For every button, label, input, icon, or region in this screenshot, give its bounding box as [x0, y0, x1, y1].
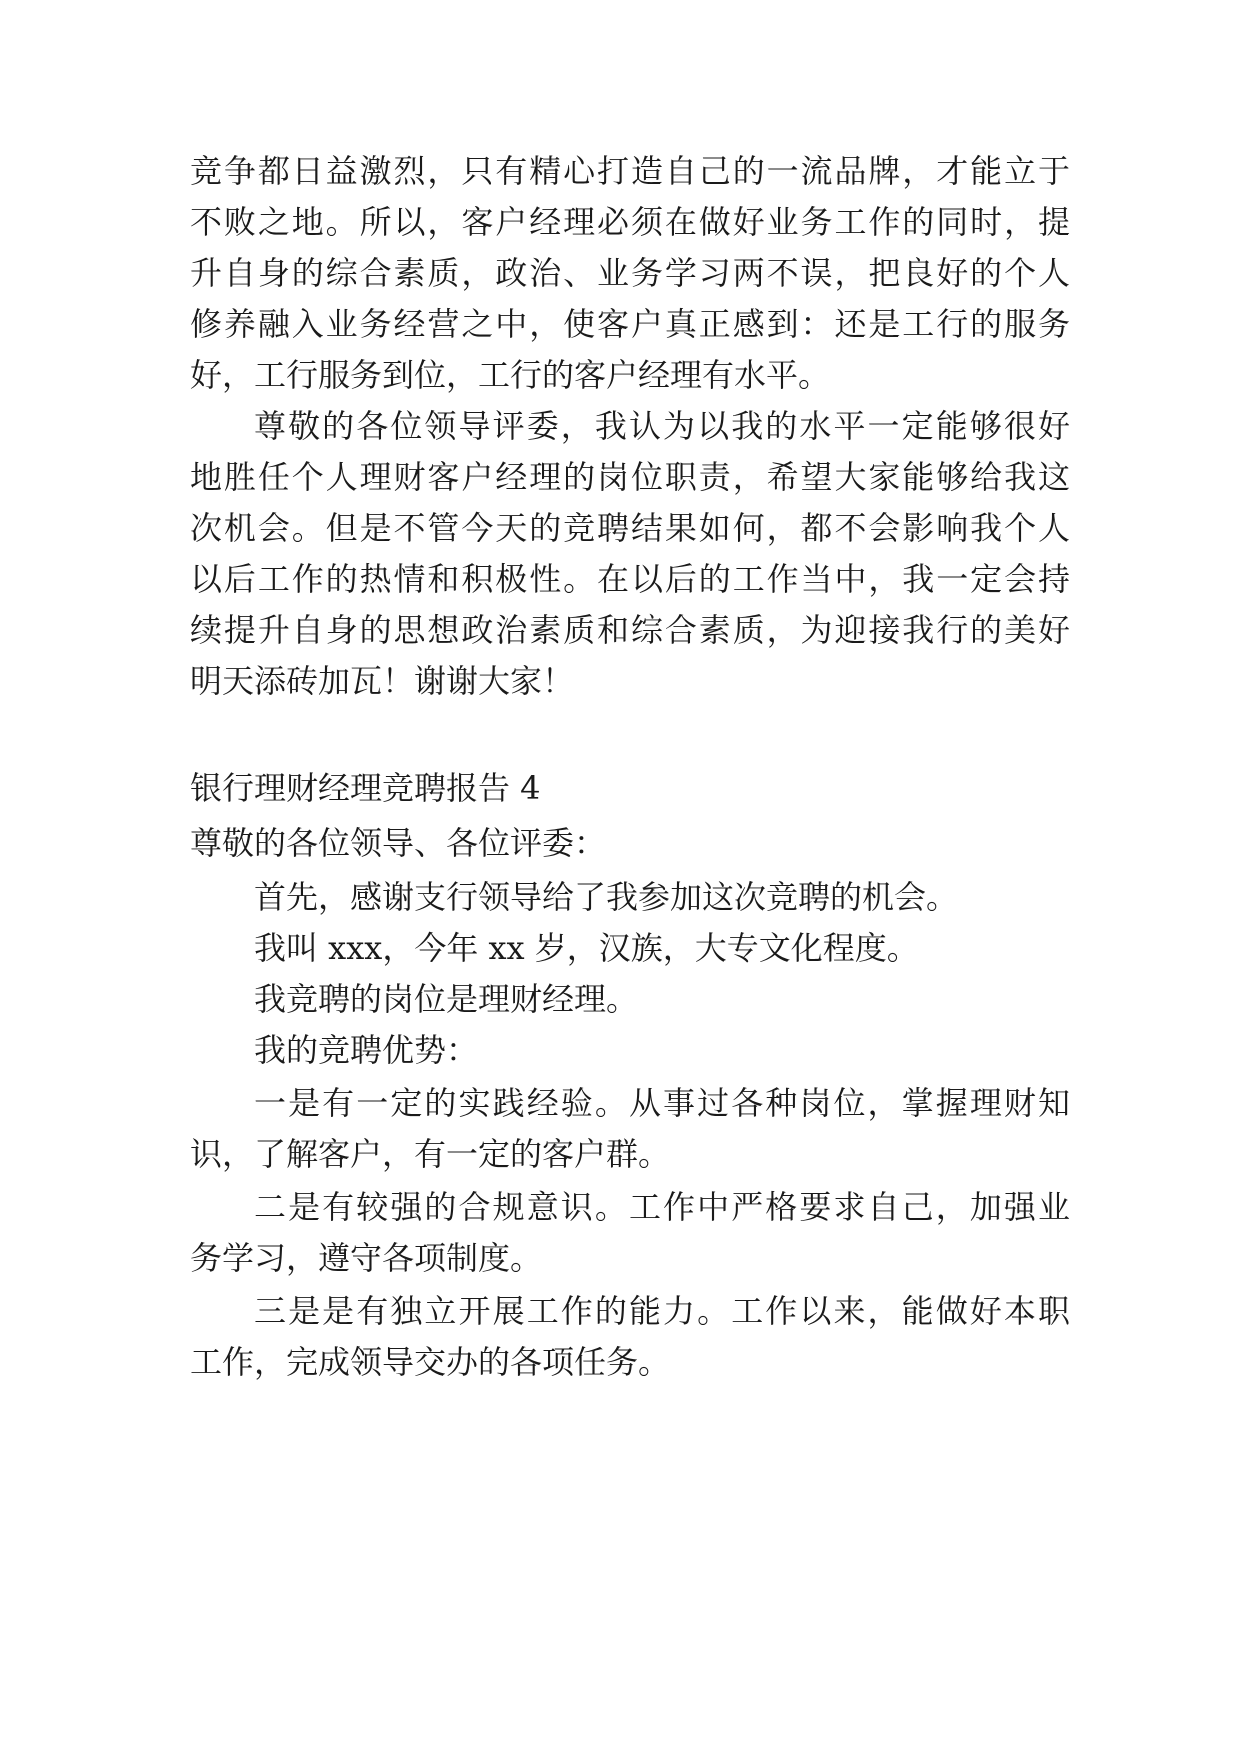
- paragraph-line: 不败之地。所以，客户经理必须在做好业务工作的同时，提: [190, 203, 1070, 241]
- paragraph-line: 修养融入业务经营之中，使客户真正感到：还是工行的服务: [190, 305, 1070, 343]
- paragraph-line: 竞争都日益激烈，只有精心打造自己的一流品牌，才能立于: [190, 152, 1070, 190]
- advantage-line: 二是有较强的合规意识。工作中严格要求自己，加强业: [254, 1188, 1070, 1226]
- paragraph-line: 尊敬的各位领导评委，我认为以我的水平一定能够很好: [254, 407, 1070, 445]
- advantage-line: 工作，完成领导交办的各项任务。: [190, 1343, 671, 1381]
- advantage-line: 识，了解客户，有一定的客户群。: [190, 1135, 671, 1173]
- paragraph-line: 升自身的综合素质，政治、业务学习两不误，把良好的个人: [190, 254, 1070, 292]
- advantage-line: 三是是有独立开展工作的能力。工作以来，能做好本职: [254, 1292, 1070, 1330]
- paragraph-line: 续提升自身的思想政治素质和综合素质，为迎接我行的美好: [190, 611, 1070, 649]
- paragraph-position: 我竞聘的岗位是理财经理。: [254, 980, 639, 1018]
- paragraph-thanks: 首先，感谢支行领导给了我参加这次竞聘的机会。: [254, 878, 959, 916]
- advantage-line: 务学习，遵守各项制度。: [190, 1239, 543, 1277]
- paragraph-line: 好，工行服务到位，工行的客户经理有水平。: [190, 356, 831, 394]
- salutation: 尊敬的各位领导、各位评委：: [190, 824, 607, 862]
- paragraph-line: 次机会。但是不管今天的竞聘结果如何，都不会影响我个人: [190, 509, 1070, 547]
- section-title: 银行理财经理竞聘报告 4: [190, 769, 541, 807]
- paragraph-line: 以后工作的热情和积极性。在以后的工作当中，我一定会持: [190, 560, 1070, 598]
- paragraph-line: 地胜任个人理财客户经理的岗位职责，希望大家能够给我这: [190, 458, 1070, 496]
- paragraph-intro: 我叫 xxx，今年 xx 岁，汉族，大专文化程度。: [254, 929, 919, 967]
- paragraph-line: 明天添砖加瓦！谢谢大家！: [190, 662, 575, 700]
- advantage-line: 一是有一定的实践经验。从事过各种岗位，掌握理财知: [254, 1084, 1070, 1122]
- paragraph-advantages-heading: 我的竞聘优势：: [254, 1031, 479, 1069]
